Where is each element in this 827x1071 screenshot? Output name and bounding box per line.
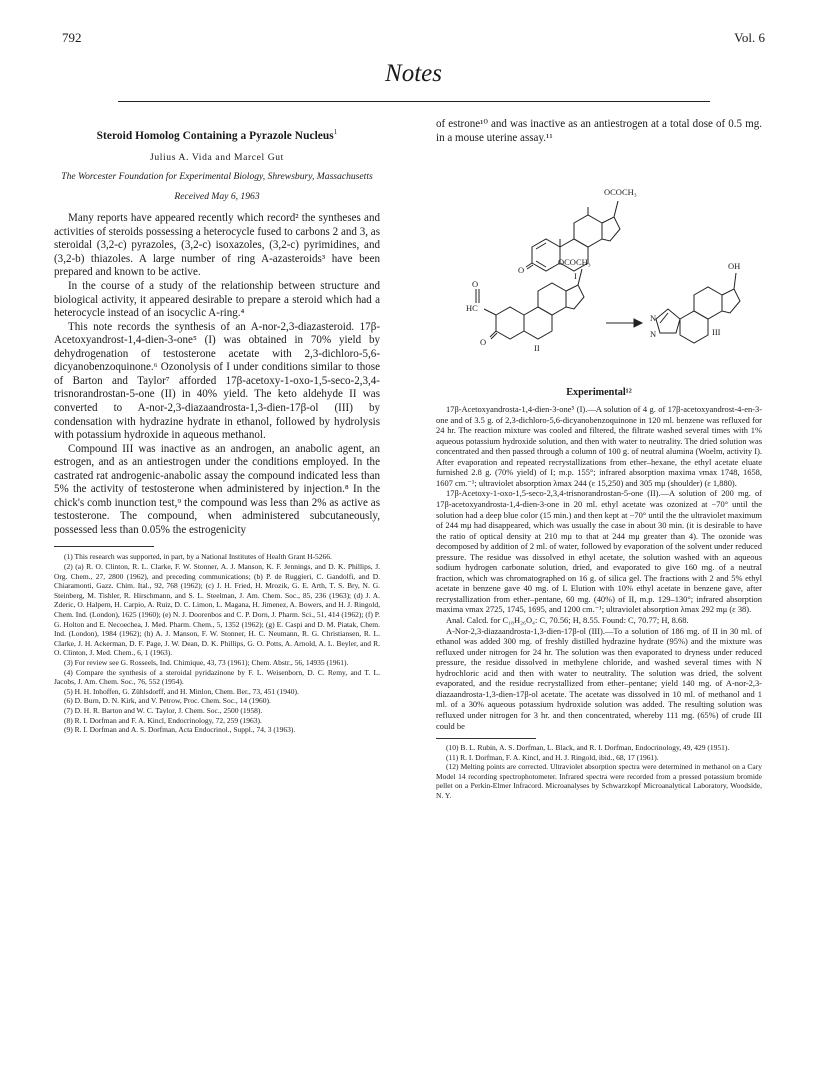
structure-III-nitrogen: N	[650, 313, 657, 324]
experimental-paragraph: Anal. Calcd. for C₁₈H₂₆O₄: C, 70.56; H, 8.55. Found: C, 70.77; H, 8.68.	[446, 615, 689, 626]
affiliation: The Worcester Foundation for Experimental Biology, Shrewsbury, Massachusetts	[61, 170, 373, 182]
volume-label: Vol. 6	[734, 30, 765, 45]
footnote: (10) B. L. Rubin, A. S. Dorfman, L. Black, and R. I. Dorfman, Endocrinology, 49, 429 (1951).	[446, 743, 730, 753]
structure-II-top-oxygen: O	[472, 279, 479, 290]
experimental-heading: Experimental¹²	[566, 387, 632, 399]
footnote-rule	[54, 546, 154, 547]
continued-paragraph: of estrone¹⁰ and was inactive as an antiestrogen at a total dose of 0.5 mg. in a mouse uterine assay.¹¹	[436, 118, 762, 144]
footnote: (9) R. I. Dorfman and A. S. Dorfman, Acta Endocrinol., Suppl., 74, 3 (1963).	[64, 725, 296, 735]
section-title: Notes	[385, 60, 442, 87]
page-number: 792	[62, 30, 82, 45]
header-rule	[118, 101, 710, 102]
structure-II-substituent: OCOCH₃	[558, 257, 591, 268]
body-paragraph: This note records the synthesis of an A-nor-2,3-diazasteroid. 17β-Acetoxyandrost-1,4-dien-3-one⁵ (I) was obtained in 70% yield by dehydrogenation of testosterone acetate with 2,3-dichloro-5,6-dicyanobenzoquinone.⁶ Ozonolysis of I under conditions similar to those of Barton and Taylor⁷ afforded 17β-acetoxy-1-oxo-1,5-seco-2,3,4-trisnorandrostan-5-one (II) in 40% yield. The keto aldehyde II was converted to A-nor-2,3-diazaandrosta-1,3-dien-17β-ol (III) by condensation with hydrazine hydrate in ethanol, followed by hydrolysis with potassium hydroxide in aqueous methanol.	[54, 320, 380, 442]
experimental-paragraph: 17β-Acetoxyandrosta-1,4-dien-3-one⁵ (I).—A solution of 4 g. of 17β-acetoxyandrost-4-en-3-one and of 3.5 g. of 2,3-dichloro-5,6-dicyanobenzoquinone in 120 ml. benzene was refluxed for 24 hr. The reaction mixture was cooled and filtered, the filtrate washed several times with 1% aqueous potassium hydroxide solution, and then with water to neutrality. The dried solution was concentrated and then passed through a column of 100 g. of neutral alumina (Woelm, activity I). After evaporation and repeated recrystallizations from ether–hexane, the ethyl acetate eluate furnished 2.8 g. (70% yield) of I; m.p. 155°; infrared absorption maxima νmax 1748, 1658, 1607 cm.⁻¹; ultraviolet absorption λmax 244 (ε 15,250) and 305 mμ (shoulder) (ε 1,880).	[436, 404, 762, 488]
footnote: (5) H. H. Inhoffen, G. Zühlsdorff, and H. Minlon, Chem. Ber., 73, 451 (1940).	[64, 686, 299, 696]
article-title-block	[54, 128, 380, 142]
article-title: Steroid Homolog Containing a Pyrazole Nucleus	[96, 129, 334, 142]
structure-II-aldehyde: HC	[466, 303, 478, 314]
footnote: (6) D. Burn, D. N. Kirk, and V. Petrow, Proc. Chem. Soc., 14 (1960).	[64, 696, 271, 706]
body-paragraph: Many reports have appeared recently which record² the syntheses and activities of steroids possessing a heterocycle fused to carbons 2 and 3, as steroidal (3,2-c) pyrazoles, (3,2-c) isoxazoles, (3,2-c) pyrimidines, and (3,2-b) thiazoles. A large number of ring A-azasteroids³ have been prepared and known to be active.	[54, 212, 380, 279]
title-ref: 1	[333, 128, 338, 136]
footnote: (2) (a) R. O. Clinton, R. L. Clarke, F. W. Stonner, A. J. Manson, K. F. Jennings, and D. K. Phillips, J. Org. Chem., 27, 2800 (1962), and preceding communications; (b) P. de Ruggieri, C. Gandolfi, and D. Chiaramonti, Gazz. Chim. Ital., 92, 768 (1962); (c) J. H. Fried, H. Mrozik, G. E. Arth, T. S. Bry, N. G. Steinberg, M. Tishler, R. Hirschmann, and S. L. Steelman, J. Am. Chem. Soc., 85, 236 (1963); (d) J. A. Zderic, O. Halpern, H. Carpio, A. Ruiz, D. C. Limon, L. Magana, H. Jimenez, A. Bowers, and H. J. Ringold, Chem. Ind. (London), 1625 (1960); (e) N. J. Doorenbos and C. P. Dorn, J. Pharm. Sci., 51, 414 (1962); (f) P. G. Holton and E. Necoechea, J. Med. Pharm. Chem., 5, 1352 (1962); (g) E. Caspi and D. M. Piatak, Chem. Ind. (London), 1984 (1962); (h) A. J. Manson, F. W. Stonner, H. C. Neumann, R. G. Christiansen, R. L. Clarke, J. H. Ackerman, D. F. Page, J. W. Dean, D. K. Phillips, G. O. Potts, A. Arnold, A. L. Beyler, and R. O. Clinton, J. Med. Chem., 6, 1 (1963).	[54, 562, 380, 658]
body-paragraph: In the course of a study of the relationship between structure and biological activity, it appeared desirable to prepare a steroid which had a heterocycle instead of an isocyclic A-ring.⁴	[54, 280, 380, 320]
structure-III-label: III	[712, 327, 721, 338]
footnote: (3) For review see G. Rosseels, Ind. Chimique, 43, 73 (1961); Chem. Abstr., 56, 14935 (1961).	[64, 657, 349, 667]
footnote: (4) Compare the synthesis of a steroidal pyridazinone by F. L. Weisenborn, D. C. Remy, and T. L. Jacobs, J. Am. Chem. Soc., 76, 552 (1954).	[54, 667, 380, 687]
footnote: (12) Melting points are corrected. Ultraviolet absorption spectra were determined in methanol on a Cary Model 14 recording spectrophotometer. Infrared spectra were recorded from a pressed potassium bromide pellet on a Perkin-Elmer Infracord. Microanalyses by Schwarzkopf Microanalytical Laboratory, Woodside, N. Y.	[436, 762, 762, 801]
right-column	[436, 118, 762, 1053]
authors: Julius A. Vida and Marcel Gut	[150, 151, 284, 163]
structure-I-label: I	[574, 271, 577, 282]
footnote: (8) R. I. Dorfman and F. A. Kincl, Endocrinology, 72, 259 (1963).	[64, 715, 262, 725]
structure-II-oxygen: O	[480, 337, 487, 348]
structure-figure	[436, 147, 762, 379]
structure-I-oxygen: O	[518, 265, 525, 276]
structure-III-hydroxyl: OH	[728, 261, 741, 272]
experimental-paragraph: 17β-Acetoxy-1-oxo-1,5-seco-2,3,4-trisnorandrostan-5-one (II).—A solution of 200 mg. of 17β-acetoxyandrosta-1,4-dien-3-one in 20 ml. ethyl acetate was ozonized at −70° until the solution had a deep blue color (15 min.) and then kept at −70° until the the ultraviolet maximum of 244 mμ had disappeared, which was usually the case in about 30 min. (it is desirable to have the ratio of optical density at 210 mμ to that at 244 mμ greater than 4). The ozonide was decomposed by addition of 2 ml. of water, followed by evaporation of the solvent under reduced pressure. The residue was dissolved in ethyl acetate, the solution washed with an aqueous sodium hydrogen carbonate solution, dried, and evaporated to give 160 mg. of a neutral fraction, which was chromatographed on 16 g. of silica gel. The fractions with 2 and 5% ethyl acetate in benzene gave 40 mg. of I. Elution with 10% ethyl acetate in benzene gave, after recrystallization from ether–pentane, 60 mg. (40%) of II, m.p. 129–130°; infrared absorption maxima νmax 2725, 1745, 1695, and 1200 cm.⁻¹; ultraviolet absorption λmax 292 mμ (ε 38).	[436, 488, 762, 615]
experimental-paragraph: A-Nor-2,3-diazaandrosta-1,3-dien-17β-ol (III).—To a solution of 186 mg. of II in 30 ml. of ethanol was added 300 mg. of freshly distilled hydrazine hydrate (95%) and the mixture was refluxed under nitrogen for 24 hr. The solution was then evaporated to dryness under reduced pressure, the residue dissolved in methylene chloride, and washed several times with N hydrochloric acid and then with water to neutrality. The solution was dried, the solvent evaporated, and the residue recrystallized from ether–pentane; yield 140 mg. of A-nor-2,3-diazaandrosta-1,3-dien-17β-ol acetate. The acetate was dissolved in 10 ml. of methanol and 1 ml. of a 30% aqueous potassium hydroxide solution was added. The resulting solution was refluxed under nitrogen for 3 hr. and then concentrated, whereby 111 mg. (65%) of crude III could be	[436, 625, 762, 731]
structure-I-substituent: OCOCH₃	[604, 187, 637, 198]
received-date: Received May 6, 1963	[174, 191, 260, 203]
structure-II-label: II	[534, 343, 540, 354]
footnote: (1) This research was supported, in part, by a National Institutes of Health Grant H-5266.	[64, 552, 332, 562]
footnote-rule	[436, 738, 536, 739]
footnote: (11) R. I. Dorfman, F. A. Kincl, and H. J. Ringold, ibid., 68, 17 (1961).	[446, 752, 659, 762]
footnote: (7) D. H. R. Barton and W. C. Taylor, J. Chem. Soc., 2500 (1958).	[64, 705, 263, 715]
body-paragraph: Compound III was inactive as an androgen, an anabolic agent, an estrogen, and as an antiestrogen under the conditions employed. In the castrated rat androgenic-anabolic assay the compound indicated less than 5% the activity of testosterone when administered by injection.⁸ In the chick's comb inunction test,⁹ the compound was less than 2% as active as testosterone. The compound, when administered subcutaneously, possessed less than 0.05% the estrogenicity	[54, 442, 380, 536]
left-column	[54, 118, 380, 1053]
structure-III-nitrogen: N	[650, 329, 657, 340]
